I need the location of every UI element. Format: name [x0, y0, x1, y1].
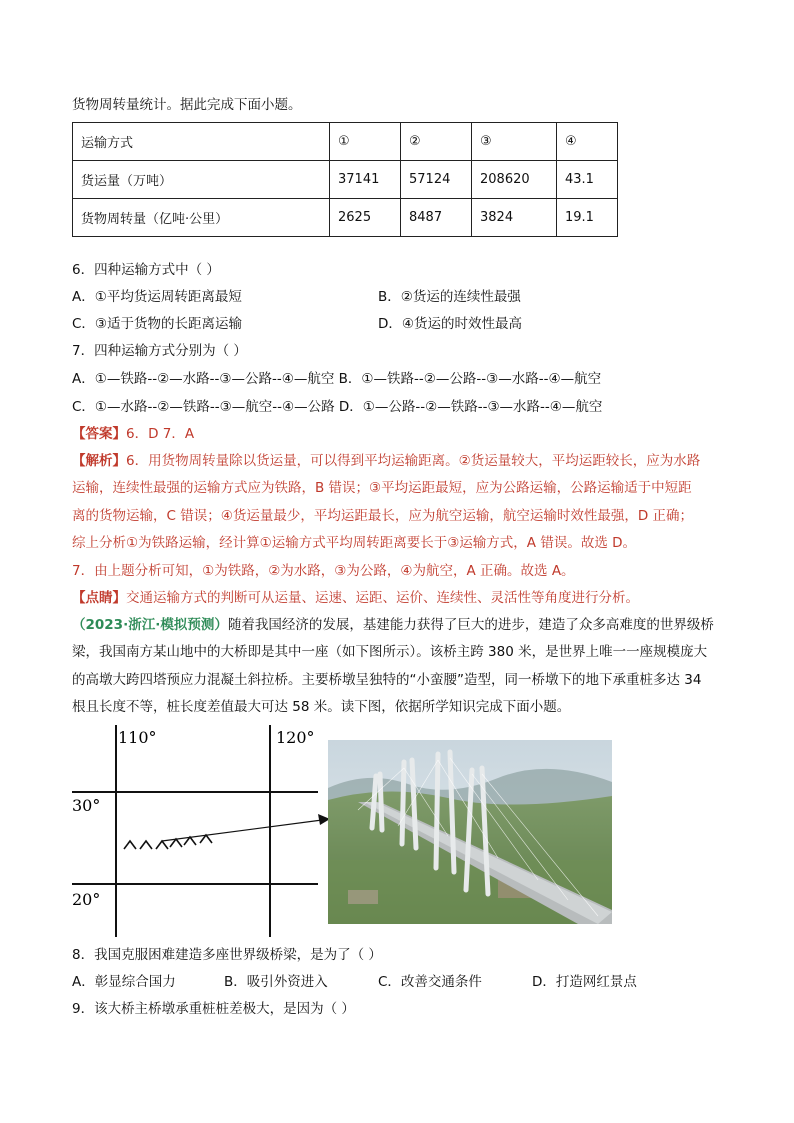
label-30: 30°	[72, 796, 101, 815]
mountain-symbol	[124, 835, 212, 849]
table-cell: 3824	[472, 199, 557, 237]
analysis-text-1: 6．用货物周转量除以货运量，可以得到平均运输距离。②货运量较大，平均运距较长，应为水路	[126, 453, 701, 469]
analysis-line-1	[72, 451, 700, 471]
q6-option-c[interactable]: C．③适于货物的长距离运输	[72, 316, 243, 332]
intro-text: 货物周转量统计。据此完成下面小题。	[72, 97, 302, 113]
note-line	[72, 588, 639, 608]
table-cell: ④	[557, 123, 618, 161]
bridge-photo	[328, 740, 612, 924]
table-cell: ①	[330, 123, 401, 161]
analysis-line-4: 综上分析①为铁路运输，经计算①运输方式平均周转距离要长于③运输方式，A 错误。故选 D。	[72, 535, 637, 551]
q7-options-ab[interactable]: A．①—铁路--②—水路--③—公路--④—航空 B．①—铁路--②—公路--③—水路--④—航空	[72, 371, 602, 387]
passage-line-2: 梁，我国南方某山地中的大桥即是其中一座（如下图所示）。该桥主跨 380 米，是世界上唯一一座规模庞大	[72, 644, 708, 660]
q8-option-b[interactable]: B．吸引外资进入	[224, 974, 328, 990]
analysis-line-2: 运输，连续性最强的运输方式应为铁路，B 错误；③平均运距最短，应为公路运输，公路运输适于中短距	[72, 480, 692, 496]
q6-option-d[interactable]: D．④货运的时效性最高	[378, 316, 522, 332]
table-cell: ③	[472, 123, 557, 161]
passage-source: （2023·浙江·模拟预测）	[72, 617, 228, 633]
label-120: 120°	[276, 728, 315, 747]
table-cell: 2625	[330, 199, 401, 237]
table-row	[73, 123, 618, 161]
label-110: 110°	[118, 728, 157, 747]
analysis-line-3: 离的货物运输，C 错误；④货运量最少，平均运距最长，应为航空运输，航空运输时效性最强，D 正确；	[72, 508, 694, 524]
bridge-illustration	[328, 740, 612, 924]
table-cell: 运输方式	[73, 123, 330, 161]
location-map	[72, 725, 332, 937]
label-20: 20°	[72, 890, 101, 909]
answer-line	[72, 424, 194, 444]
analysis-line-5: 7．由上题分析可知，①为铁路，②为水路，③为公路，④为航空，A 正确。故选 A。	[72, 563, 575, 579]
q8-option-d[interactable]: D．打造网红景点	[532, 974, 637, 990]
q8-option-c[interactable]: C．改善交通条件	[378, 974, 482, 990]
pointer-arrow-line	[162, 820, 322, 841]
table-row	[73, 199, 618, 237]
table-cell: ②	[401, 123, 472, 161]
q6-options-row1	[72, 287, 712, 307]
q8-option-a[interactable]: A．彰显综合国力	[72, 974, 176, 990]
q6-option-a[interactable]: A．①平均货运周转距离最短	[72, 289, 242, 305]
note-text: 交通运输方式的判断可从运量、运速、运距、运价、连续性、灵活性等角度进行分析。	[126, 590, 639, 606]
table-cell: 43.1	[557, 161, 618, 199]
table-cell: 37141	[330, 161, 401, 199]
q8-stem: 8．我国克服困难建造多座世界级桥梁，是为了（ ）	[72, 947, 382, 963]
q6-options-row2	[72, 314, 712, 334]
table-cell: 57124	[401, 161, 472, 199]
answer-text: 6．D 7．A	[126, 426, 195, 442]
q7-options-cd[interactable]: C．①—水路--②—铁路--③—航空--④—公路 D．①—公路--②—铁路--③—水路--④—航空	[72, 399, 603, 415]
q9-stem: 9．该大桥主桥墩承重桩桩差极大，是因为（ ）	[72, 1001, 355, 1017]
table-cell: 208620	[472, 161, 557, 199]
table-cell: 货运量（万吨）	[73, 161, 330, 199]
passage-line-3: 的高墩大跨四塔预应力混凝土斜拉桥。主要桥墩呈独特的“小蛮腰”造型，同一桥墩下的地下承重桩多达 34	[72, 672, 702, 688]
table-cell: 8487	[401, 199, 472, 237]
table-row	[73, 161, 618, 199]
table-cell: 19.1	[557, 199, 618, 237]
analysis-label: 【解析】	[72, 453, 126, 469]
q7-stem: 7．四种运输方式分别为（ ）	[72, 343, 247, 359]
q6-stem: 6．四种运输方式中（ ）	[72, 262, 220, 278]
table-cell: 货物周转量（亿吨·公里）	[73, 199, 330, 237]
note-label: 【点睛】	[72, 590, 126, 606]
passage-line-1	[72, 615, 714, 635]
q8-options-row	[72, 972, 712, 992]
transport-table	[72, 122, 618, 237]
passage-line-4: 根且长度不等，桩长度差值最大可达 58 米。读下图，依据所学知识完成下面小题。	[72, 699, 571, 715]
passage-text-1: 随着我国经济的发展，基建能力获得了巨大的进步，建造了众多高难度的世界级桥	[227, 617, 714, 633]
q6-option-b[interactable]: B．②货运的连续性最强	[378, 289, 521, 305]
answer-label: 【答案】	[72, 426, 126, 442]
